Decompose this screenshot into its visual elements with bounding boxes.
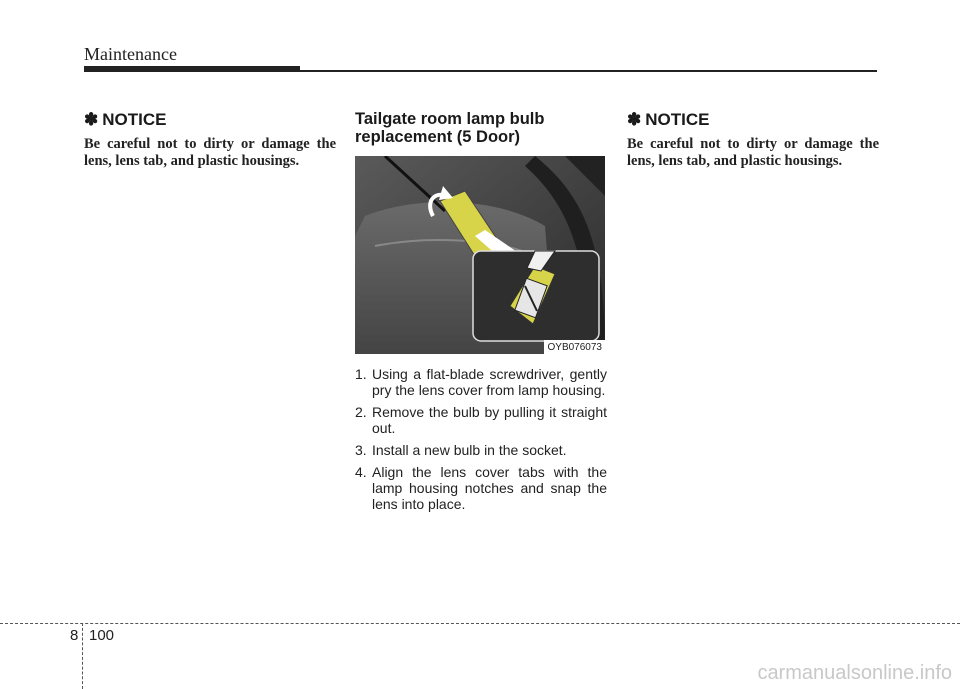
illustration-svg	[355, 156, 605, 354]
section-title-line1: Tailgate room lamp bulb	[355, 110, 545, 128]
section-title	[355, 110, 607, 146]
middle-column	[355, 110, 607, 518]
notice-heading-text: NOTICE	[645, 110, 710, 129]
left-column	[84, 110, 336, 170]
tailgate-lamp-illustration	[355, 156, 605, 354]
footer-divider	[82, 623, 83, 689]
page-number: 100	[89, 627, 115, 644]
header-rule-thin	[300, 70, 877, 72]
section-title-line2: replacement (5 Door)	[355, 128, 521, 146]
step-number: 4.	[355, 464, 367, 480]
notice-mark-icon: ✽	[84, 110, 99, 129]
notice-body: Be careful not to dirty or damage the lens, lens tab, and plastic housings.	[627, 136, 879, 169]
step-item	[355, 404, 607, 436]
step-number: 2.	[355, 404, 367, 420]
step-text: Using a flat-blade screwdriver, gently pry the lens cover from lamp housing.	[372, 366, 607, 398]
steps-list	[355, 366, 607, 512]
step-item	[355, 464, 607, 512]
right-column	[627, 110, 879, 170]
notice-mark-icon: ✽	[627, 110, 642, 129]
step-number: 3.	[355, 442, 367, 458]
figure-code: OYB076073	[544, 340, 606, 354]
header-title: Maintenance	[84, 44, 177, 64]
notice-heading	[627, 110, 879, 130]
footer-rule	[0, 623, 960, 624]
step-item	[355, 442, 607, 458]
step-text: Align the lens cover tabs with the lamp housing notches and snap the lens into place.	[372, 464, 607, 512]
step-text: Remove the bulb by pulling it straight out.	[372, 404, 607, 436]
section-number: 8	[70, 627, 79, 644]
notice-heading	[84, 110, 336, 130]
step-text: Install a new bulb in the socket.	[372, 442, 567, 458]
notice-heading-text: NOTICE	[102, 110, 167, 129]
watermark: carmanualsonline.info	[757, 662, 952, 684]
notice-body: Be careful not to dirty or damage the lens, lens tab, and plastic housings.	[84, 136, 336, 169]
step-item	[355, 366, 607, 398]
step-number: 1.	[355, 366, 367, 382]
header-rule-thick	[84, 66, 300, 72]
